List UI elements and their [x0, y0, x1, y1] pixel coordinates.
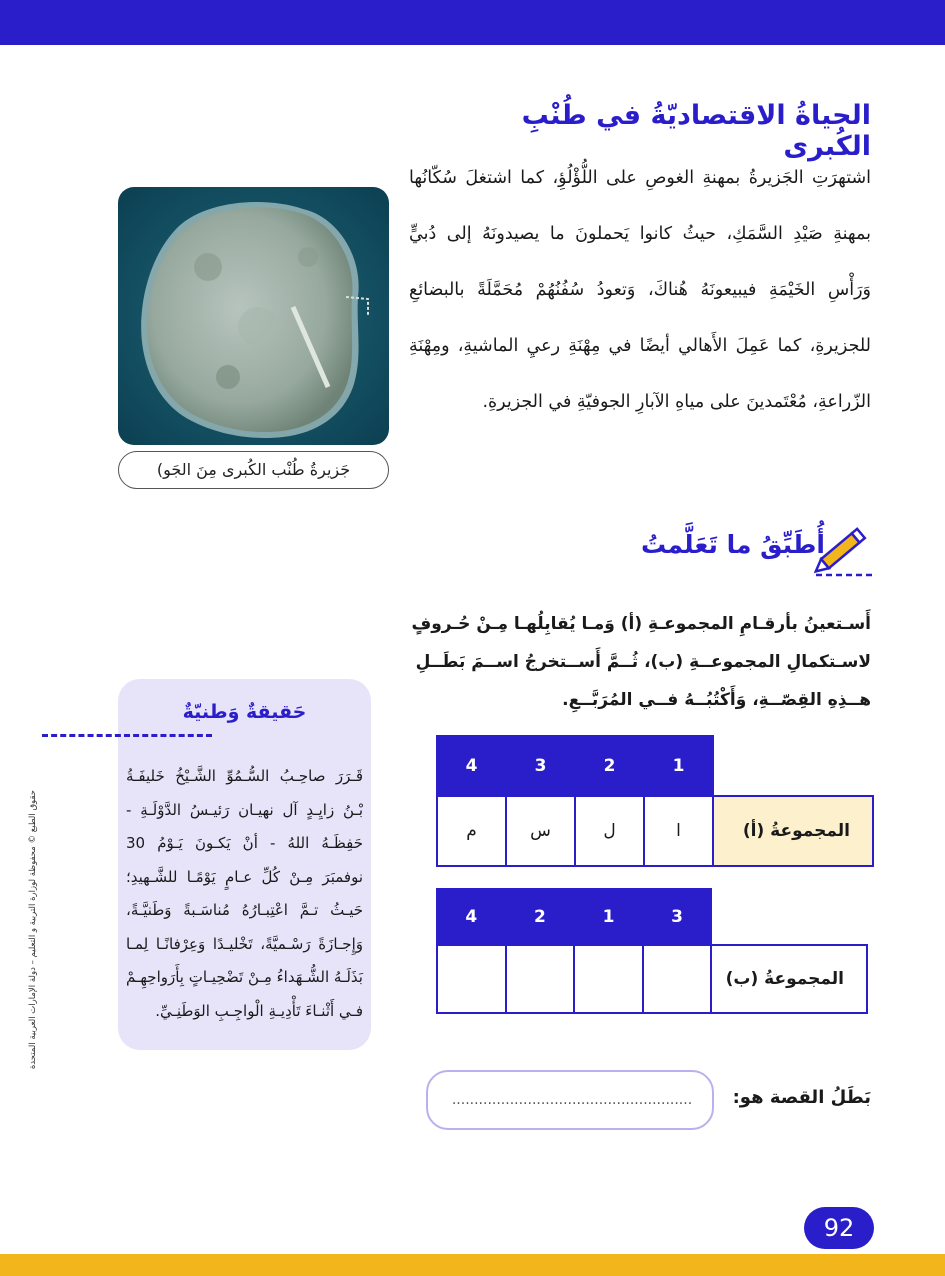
group-a-number: 1	[644, 736, 713, 796]
exercise-instruction: أَسـتعينُ بأرقـامِ المجموعـةِ (أ) وَمـا يُقابِلُهـا مِـنْ حُـروفٍ لاسـتكمالِ المجموعــةِ (ب)، ثُــمَّ أَســتخرجُ اســمَ بَطَــلِ هــذِهِ القِصّــةِ، وَأَكْتُبُــهُ فــي المُرَبَّــعِ.	[411, 614, 871, 710]
section-body: اشتهرَتِ الجَزيرةُ بمهنةِ الغوصِ على اللُّؤْلُؤِ، كما اشتغلَ سُكّانُها بمهنةِ صَيْدِ السَّمَكِ، حيثُ كانوا يَحملونَ ما يصيدونَهُ إلى دُبيٍّ وَرَأْسِ الخَيْمَةِ فيبيعونَهُ هُناكَ، وَتعودُ سُفُنُهُمْ مُحَمَّلَةً بالبضائعِ للجزيرةِ، كما عَمِلَ الأَهالي أيضًا في مِهْنَةِ رعيِ الماشيةِ، ومِهْنَةِ الزّراعةِ، مُعْتَمدينَ على مياهِ الآبارِ الجوفيّةِ في الجزيرةِ.	[409, 168, 871, 412]
group-a-number: 2	[575, 736, 644, 796]
group-a-letter: ا	[644, 796, 713, 866]
apply-title: أُطَبِّقُ ما تَعَلَّمتُ	[640, 530, 825, 559]
group-b-answer-cell[interactable]	[643, 945, 712, 1013]
pencil-icon	[814, 520, 874, 578]
island-aerial-photo	[118, 187, 389, 445]
group-b-answer-cell[interactable]	[574, 945, 643, 1013]
group-a-letter: س	[506, 796, 575, 866]
copyright-note: حقوق الطبع © محفوظة لوزارة التربية و التعليم – دولة الإمارات العربية المتحدة	[28, 790, 38, 1070]
section-title: الحياةُ الاقتصاديّةُ في طُنْبِ الكُبرى	[521, 100, 871, 162]
top-banner	[0, 0, 945, 45]
group-b-table	[436, 888, 868, 1014]
group-a-letter: م	[437, 796, 506, 866]
hero-answer-box[interactable]	[426, 1070, 714, 1130]
group-a-label: المجموعةُ (أ)	[713, 796, 873, 866]
fact-title: حَقيقةٌ وَطنيّةٌ	[182, 701, 307, 723]
fact-text: قَـرَرَ صاحِـبُ السُّـمُوِّ الشَّـيْخُ خَليفَـةُ بْـنُ زايِـدٍ آل نهيـان رَئيـسُ الدَّوْلَـةِ - حَفِظَـهُ اللهُ - أنْ يَكـونَ يَـوْمُ 30 نوفمبَرَ مِـنْ كُلِّ عـامٍ يَوْمًـا للشَّـهيدِ؛ حَيـثُ تـمَّ اعْتِبـارُهُ مُناسَـبةً وَطَنيَّـةً، وَإِجـازَةً رَسْـميَّةً، تَخْليـدًا وَعِرْفانًـا لِمـا بَذَلَـهُ الشُّـهَداءُ مِـنْ تَضْحِيـاتٍ بِأَرَواحِهِـمْ فـي أَثْنـاءَ تَأْدِيـةِ الْواجِـبِ الوَطَنِـيِّ.	[126, 767, 363, 1020]
hero-label: بَطَلُ القصة هو:	[732, 1087, 871, 1108]
group-b-answer-cell[interactable]	[437, 945, 506, 1013]
group-b-number: 3	[643, 889, 712, 945]
group-b-number: 4	[437, 889, 506, 945]
group-b-number: 1	[574, 889, 643, 945]
fact-title-underline	[42, 734, 212, 737]
group-a-number: 4	[437, 736, 506, 796]
group-a-table	[436, 735, 874, 867]
group-a-number: 3	[506, 736, 575, 796]
group-b-number: 2	[506, 889, 575, 945]
page-number: 92	[804, 1207, 874, 1249]
group-b-answer-cell[interactable]	[506, 945, 575, 1013]
group-a-letter: ل	[575, 796, 644, 866]
group-b-label: المجموعةُ (ب)	[711, 945, 867, 1013]
photo-caption: جَزيرةُ طُنْب الكُبرى مِنَ الجَو)	[118, 451, 389, 489]
hero-answer-line: ......................................................	[451, 1092, 693, 1108]
bottom-banner	[0, 1254, 945, 1276]
